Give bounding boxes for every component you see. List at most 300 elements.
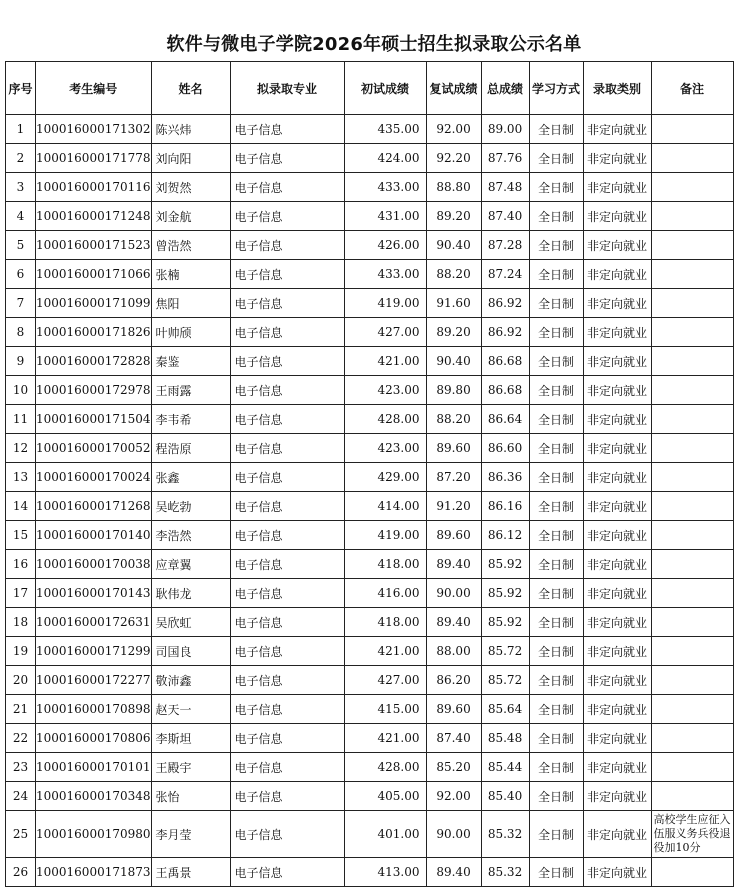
table-row [6,173,734,202]
cell-admission-type: 非定向就业 [583,724,651,753]
cell-name: 吴屹勃 [151,492,230,521]
cell-no: 23 [6,753,36,782]
cell-study-mode: 全日制 [529,318,583,347]
table-row [6,521,734,550]
cell-name: 李斯坦 [151,724,230,753]
cell-total-score: 85.64 [481,695,529,724]
cell-name: 刘金航 [151,202,230,231]
header-study-mode: 学习方式 [529,62,583,115]
cell-name: 曾浩然 [151,231,230,260]
cell-study-mode: 全日制 [529,202,583,231]
cell-retest-score: 90.00 [426,579,481,608]
cell-name: 刘贺然 [151,173,230,202]
cell-major: 电子信息 [230,492,344,521]
cell-remarks [651,753,733,782]
cell-major: 电子信息 [230,202,344,231]
cell-total-score: 86.68 [481,347,529,376]
cell-remarks [651,376,733,405]
cell-study-mode: 全日制 [529,695,583,724]
cell-name: 李浩然 [151,521,230,550]
table-row [6,579,734,608]
cell-remarks [651,405,733,434]
cell-name: 赵天一 [151,695,230,724]
table-row [6,666,734,695]
cell-major: 电子信息 [230,289,344,318]
cell-study-mode: 全日制 [529,347,583,376]
cell-no: 20 [6,666,36,695]
cell-retest-score: 88.80 [426,173,481,202]
cell-name: 应章翼 [151,550,230,579]
cell-initial-score: 418.00 [344,550,426,579]
cell-name: 李韦希 [151,405,230,434]
cell-major: 电子信息 [230,144,344,173]
cell-retest-score: 92.00 [426,115,481,144]
cell-retest-score: 88.00 [426,637,481,666]
cell-exam-id: 100016000171099 [36,289,152,318]
cell-retest-score: 87.20 [426,463,481,492]
cell-admission-type: 非定向就业 [583,782,651,811]
table-row [6,405,734,434]
cell-admission-type: 非定向就业 [583,115,651,144]
cell-no: 12 [6,434,36,463]
cell-exam-id: 100016000170116 [36,173,152,202]
cell-name: 耿伟龙 [151,579,230,608]
cell-retest-score: 91.60 [426,289,481,318]
cell-study-mode: 全日制 [529,173,583,202]
cell-study-mode: 全日制 [529,521,583,550]
cell-admission-type: 非定向就业 [583,521,651,550]
cell-initial-score: 431.00 [344,202,426,231]
cell-admission-type: 非定向就业 [583,637,651,666]
cell-admission-type: 非定向就业 [583,666,651,695]
cell-remarks [651,782,733,811]
cell-retest-score: 89.60 [426,434,481,463]
cell-major: 电子信息 [230,115,344,144]
cell-retest-score: 88.20 [426,405,481,434]
cell-no: 2 [6,144,36,173]
page-title: 软件与微电子学院2026年硕士招生拟录取公示名单 [166,34,582,55]
cell-retest-score: 90.40 [426,347,481,376]
cell-total-score: 85.44 [481,753,529,782]
table-row [6,608,734,637]
cell-exam-id: 100016000170898 [36,695,152,724]
cell-exam-id: 100016000172631 [36,608,152,637]
cell-remarks [651,724,733,753]
cell-exam-id: 100016000171066 [36,260,152,289]
cell-study-mode: 全日制 [529,492,583,521]
cell-no: 7 [6,289,36,318]
cell-major: 电子信息 [230,231,344,260]
cell-major: 电子信息 [230,376,344,405]
table-row [6,144,734,173]
cell-initial-score: 427.00 [344,666,426,695]
cell-initial-score: 416.00 [344,579,426,608]
cell-major: 电子信息 [230,724,344,753]
cell-major: 电子信息 [230,347,344,376]
table-row [6,376,734,405]
cell-no: 22 [6,724,36,753]
cell-initial-score: 405.00 [344,782,426,811]
cell-total-score: 87.28 [481,231,529,260]
header-no: 序号 [6,62,36,115]
cell-total-score: 86.64 [481,405,529,434]
cell-exam-id: 100016000170101 [36,753,152,782]
cell-total-score: 86.36 [481,463,529,492]
cell-major: 电子信息 [230,521,344,550]
cell-name: 王禹景 [151,858,230,887]
cell-remarks [651,666,733,695]
cell-exam-id: 100016000170143 [36,579,152,608]
cell-retest-score: 91.20 [426,492,481,521]
cell-admission-type: 非定向就业 [583,231,651,260]
cell-admission-type: 非定向就业 [583,550,651,579]
table-row [6,260,734,289]
cell-total-score: 86.12 [481,521,529,550]
cell-remarks [651,492,733,521]
table-body [6,115,734,887]
cell-no: 4 [6,202,36,231]
cell-no: 10 [6,376,36,405]
cell-no: 26 [6,858,36,887]
cell-admission-type: 非定向就业 [583,144,651,173]
cell-remarks [651,858,733,887]
cell-study-mode: 全日制 [529,115,583,144]
cell-total-score: 85.32 [481,858,529,887]
cell-exam-id: 100016000170038 [36,550,152,579]
admission-table [5,61,734,887]
cell-admission-type: 非定向就业 [583,202,651,231]
header-initial-score: 初试成绩 [344,62,426,115]
cell-major: 电子信息 [230,695,344,724]
cell-retest-score: 89.40 [426,608,481,637]
cell-name: 秦鉴 [151,347,230,376]
cell-name: 王殿宇 [151,753,230,782]
cell-remarks [651,695,733,724]
table-row [6,811,734,858]
cell-retest-score: 89.60 [426,695,481,724]
cell-remarks [651,115,733,144]
cell-exam-id: 100016000170024 [36,463,152,492]
cell-total-score: 86.92 [481,289,529,318]
cell-study-mode: 全日制 [529,376,583,405]
cell-initial-score: 414.00 [344,492,426,521]
cell-retest-score: 89.80 [426,376,481,405]
cell-exam-id: 100016000171826 [36,318,152,347]
cell-total-score: 86.68 [481,376,529,405]
cell-exam-id: 100016000172978 [36,376,152,405]
table-row [6,434,734,463]
cell-total-score: 87.48 [481,173,529,202]
cell-study-mode: 全日制 [529,463,583,492]
cell-initial-score: 413.00 [344,858,426,887]
cell-remarks [651,260,733,289]
cell-retest-score: 85.20 [426,753,481,782]
cell-retest-score: 89.40 [426,550,481,579]
cell-name: 刘向阳 [151,144,230,173]
cell-admission-type: 非定向就业 [583,347,651,376]
cell-remarks [651,608,733,637]
header-exam-id: 考生编号 [36,62,152,115]
table-row [6,492,734,521]
cell-total-score: 86.60 [481,434,529,463]
cell-exam-id: 100016000171873 [36,858,152,887]
cell-study-mode: 全日制 [529,782,583,811]
cell-no: 15 [6,521,36,550]
cell-name: 焦阳 [151,289,230,318]
cell-exam-id: 100016000171268 [36,492,152,521]
cell-retest-score: 86.20 [426,666,481,695]
cell-initial-score: 433.00 [344,260,426,289]
cell-remarks [651,289,733,318]
cell-total-score: 86.16 [481,492,529,521]
cell-remarks [651,347,733,376]
cell-exam-id: 100016000170140 [36,521,152,550]
cell-exam-id: 100016000171299 [36,637,152,666]
cell-exam-id: 100016000171302 [36,115,152,144]
cell-study-mode: 全日制 [529,637,583,666]
cell-total-score: 85.32 [481,811,529,858]
cell-name: 张楠 [151,260,230,289]
cell-initial-score: 415.00 [344,695,426,724]
cell-retest-score: 90.00 [426,811,481,858]
cell-initial-score: 421.00 [344,347,426,376]
cell-admission-type: 非定向就业 [583,579,651,608]
cell-admission-type: 非定向就业 [583,463,651,492]
cell-no: 17 [6,579,36,608]
cell-name: 王雨露 [151,376,230,405]
header-total-score: 总成绩 [481,62,529,115]
cell-no: 25 [6,811,36,858]
header-name: 姓名 [151,62,230,115]
cell-remarks [651,173,733,202]
table-row [6,724,734,753]
header-remarks: 备注 [651,62,733,115]
cell-initial-score: 426.00 [344,231,426,260]
cell-study-mode: 全日制 [529,724,583,753]
cell-total-score: 87.40 [481,202,529,231]
cell-admission-type: 非定向就业 [583,695,651,724]
cell-initial-score: 433.00 [344,173,426,202]
cell-admission-type: 非定向就业 [583,376,651,405]
header-retest-score: 复试成绩 [426,62,481,115]
table-row [6,115,734,144]
cell-initial-score: 418.00 [344,608,426,637]
cell-total-score: 87.24 [481,260,529,289]
cell-remarks [651,231,733,260]
cell-total-score: 85.92 [481,550,529,579]
cell-major: 电子信息 [230,782,344,811]
cell-total-score: 85.40 [481,782,529,811]
cell-major: 电子信息 [230,318,344,347]
cell-exam-id: 100016000170052 [36,434,152,463]
cell-admission-type: 非定向就业 [583,405,651,434]
cell-initial-score: 423.00 [344,376,426,405]
cell-no: 6 [6,260,36,289]
cell-initial-score: 428.00 [344,753,426,782]
cell-initial-score: 419.00 [344,521,426,550]
cell-retest-score: 88.20 [426,260,481,289]
cell-major: 电子信息 [230,173,344,202]
table-row [6,550,734,579]
cell-study-mode: 全日制 [529,666,583,695]
table-row [6,289,734,318]
table-row [6,858,734,887]
cell-exam-id: 100016000171248 [36,202,152,231]
cell-major: 电子信息 [230,811,344,858]
table-row [6,463,734,492]
cell-no: 16 [6,550,36,579]
cell-name: 张鑫 [151,463,230,492]
cell-study-mode: 全日制 [529,753,583,782]
cell-admission-type: 非定向就业 [583,608,651,637]
cell-no: 5 [6,231,36,260]
cell-remarks [651,434,733,463]
table-row [6,347,734,376]
cell-total-score: 86.92 [481,318,529,347]
cell-major: 电子信息 [230,753,344,782]
cell-admission-type: 非定向就业 [583,492,651,521]
cell-remarks [651,144,733,173]
cell-study-mode: 全日制 [529,579,583,608]
cell-exam-id: 100016000170806 [36,724,152,753]
cell-retest-score: 89.40 [426,858,481,887]
cell-remarks [651,318,733,347]
cell-admission-type: 非定向就业 [583,260,651,289]
cell-study-mode: 全日制 [529,289,583,318]
header-row [6,62,734,115]
table-row [6,782,734,811]
cell-name: 张怡 [151,782,230,811]
cell-study-mode: 全日制 [529,231,583,260]
cell-major: 电子信息 [230,666,344,695]
cell-remarks [651,637,733,666]
cell-remarks [651,579,733,608]
cell-admission-type: 非定向就业 [583,173,651,202]
table-row [6,695,734,724]
cell-study-mode: 全日制 [529,144,583,173]
cell-exam-id: 100016000170980 [36,811,152,858]
cell-initial-score: 429.00 [344,463,426,492]
cell-study-mode: 全日制 [529,858,583,887]
cell-admission-type: 非定向就业 [583,434,651,463]
cell-no: 18 [6,608,36,637]
cell-remarks [651,550,733,579]
cell-study-mode: 全日制 [529,550,583,579]
cell-no: 19 [6,637,36,666]
cell-major: 电子信息 [230,608,344,637]
cell-no: 1 [6,115,36,144]
cell-admission-type: 非定向就业 [583,753,651,782]
cell-major: 电子信息 [230,550,344,579]
cell-initial-score: 435.00 [344,115,426,144]
cell-no: 21 [6,695,36,724]
cell-retest-score: 89.20 [426,202,481,231]
cell-no: 11 [6,405,36,434]
cell-exam-id: 100016000171523 [36,231,152,260]
cell-initial-score: 428.00 [344,405,426,434]
cell-initial-score: 401.00 [344,811,426,858]
cell-major: 电子信息 [230,637,344,666]
cell-study-mode: 全日制 [529,811,583,858]
cell-retest-score: 89.20 [426,318,481,347]
cell-initial-score: 423.00 [344,434,426,463]
cell-name: 吴欣虹 [151,608,230,637]
cell-exam-id: 100016000170348 [36,782,152,811]
table-row [6,318,734,347]
cell-study-mode: 全日制 [529,434,583,463]
table-row [6,231,734,260]
table-row [6,202,734,231]
cell-admission-type: 非定向就业 [583,811,651,858]
cell-total-score: 85.92 [481,608,529,637]
cell-study-mode: 全日制 [529,608,583,637]
cell-name: 敬沛鑫 [151,666,230,695]
cell-study-mode: 全日制 [529,260,583,289]
cell-total-score: 85.72 [481,637,529,666]
cell-remarks: 高校学生应征入伍服义务兵役退役加10分 [651,811,733,858]
cell-name: 李月莹 [151,811,230,858]
header-admission-type: 录取类别 [583,62,651,115]
cell-initial-score: 419.00 [344,289,426,318]
cell-initial-score: 427.00 [344,318,426,347]
cell-total-score: 85.92 [481,579,529,608]
cell-study-mode: 全日制 [529,405,583,434]
cell-no: 14 [6,492,36,521]
cell-major: 电子信息 [230,405,344,434]
cell-major: 电子信息 [230,463,344,492]
cell-no: 9 [6,347,36,376]
cell-name: 程浩原 [151,434,230,463]
cell-major: 电子信息 [230,579,344,608]
cell-initial-score: 424.00 [344,144,426,173]
header-major: 拟录取专业 [230,62,344,115]
cell-total-score: 89.00 [481,115,529,144]
cell-name: 陈兴炜 [151,115,230,144]
cell-no: 3 [6,173,36,202]
cell-total-score: 87.76 [481,144,529,173]
cell-remarks [651,202,733,231]
table-row [6,637,734,666]
cell-admission-type: 非定向就业 [583,318,651,347]
cell-major: 电子信息 [230,434,344,463]
cell-retest-score: 90.40 [426,231,481,260]
cell-retest-score: 87.40 [426,724,481,753]
cell-initial-score: 421.00 [344,637,426,666]
cell-no: 24 [6,782,36,811]
cell-name: 叶帅颀 [151,318,230,347]
cell-retest-score: 89.60 [426,521,481,550]
cell-exam-id: 100016000171778 [36,144,152,173]
cell-total-score: 85.72 [481,666,529,695]
cell-total-score: 85.48 [481,724,529,753]
cell-exam-id: 100016000172277 [36,666,152,695]
cell-admission-type: 非定向就业 [583,858,651,887]
cell-exam-id: 100016000171504 [36,405,152,434]
cell-name: 司国良 [151,637,230,666]
cell-initial-score: 421.00 [344,724,426,753]
cell-no: 13 [6,463,36,492]
cell-exam-id: 100016000172828 [36,347,152,376]
cell-remarks [651,521,733,550]
cell-admission-type: 非定向就业 [583,289,651,318]
table-row [6,753,734,782]
cell-remarks [651,463,733,492]
cell-major: 电子信息 [230,858,344,887]
cell-no: 8 [6,318,36,347]
cell-retest-score: 92.20 [426,144,481,173]
cell-major: 电子信息 [230,260,344,289]
cell-retest-score: 92.00 [426,782,481,811]
